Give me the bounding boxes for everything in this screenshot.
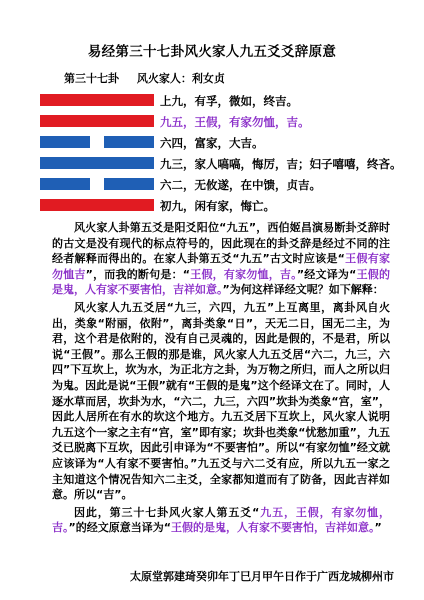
yang-line-bar <box>40 157 154 169</box>
commentary-paragraph <box>52 505 390 536</box>
gua-header <box>64 70 239 86</box>
commentary-paragraph <box>52 300 390 503</box>
yang-line-bar <box>40 94 154 106</box>
author-signature: 太原堂郭建琦癸卯年丁巳月甲午日作于广西龙城柳州市 <box>130 570 394 583</box>
highlight-text: 九五，王假，有家勿恤，吉。 <box>52 505 391 535</box>
line-text: 九三，家人嗃嗃，悔厉，吉；妇子嘻嘻，终吝。 <box>160 157 402 171</box>
hexagram-line-chujiu <box>40 195 420 217</box>
paragraph-text: 风火家人卦第五爻是阳爻阳位“九五”，西伯姬昌演易断卦爻辞时的古文是没有现代的标点符号的，因此现在的卦爻辞是经过不同的注经者解释而得出的。在家人卦第五爻“九五”古文时应该是“ <box>52 221 390 266</box>
paragraph-text: ” <box>374 521 382 535</box>
gua-name: 风火家人：利女贞 <box>136 72 225 85</box>
paragraph-text: 风火家人九五爻居“九三，六四，九五”上互离里，离卦风自火出，类象“附丽，依附”，离卦类象“日”，天无二日，国无二主，为君，这个君是依附的，没有自己灵魂的，因此是假的，不是君，所以说“王假”。那么王假的那是谁，风火家人九五爻居“六二，九三，六四”下互坎上，坎为水，为正北方之卦，为万物之所归，而人之所以归为鬼。因此是说“王假”就有“王假的是鬼”这个经译文在了。同时，人逐水草而居，坎卦为水，“六二，九三，六四”坎卦为类象“宫，室”，因此人居所在有水的坎这个地方。九五爻居下互坎上，风火家人说明九五这个一家之主有“宫，室”即有家；坎卦也类象“忧愁加重”，九五爻已脱离下互坎，因此引申译为“不要害怕”。所以“有家勿恤”经文就应该译为“人有家不要害怕。”九五爻与六二爻有应，所以九五一家之主知道这个情况告知六二主爻，全家都知道而有了防备，因此吉祥如意。所以“吉”。 <box>52 300 390 502</box>
line-text: 初九，闲有家，悔亡。 <box>160 199 275 213</box>
paragraph-text: 因此，第三十七卦风火家人第五爻“ <box>74 505 260 519</box>
highlight-text: 王假的是鬼，人有家不要害怕，吉祥如意。 <box>170 521 375 535</box>
paragraph-text: ”的经文原意当译为“ <box>68 521 171 535</box>
line-text: 六四，富家，大吉。 <box>160 136 264 150</box>
hexagram-line-shangjiu <box>40 90 420 112</box>
highlight-text: 王假，有家勿恤，吉。 <box>190 267 297 281</box>
line-text: 六二，无攸遂，在中馈，贞吉。 <box>160 178 321 192</box>
hexagram-line-jiusan <box>40 153 420 175</box>
yang-line-bar <box>40 115 154 127</box>
highlight-text: 王假有家勿恤吉 <box>52 252 390 281</box>
commentary-paragraph <box>52 220 390 298</box>
yin-line-bar-left <box>40 136 90 148</box>
line-text: 九五，王假，有家勿恤，吉。 <box>160 115 310 129</box>
page-title: 易经第三十七卦风火家人九五爻爻辞原意 <box>87 44 337 60</box>
hexagram-line-liusi <box>40 132 420 154</box>
hexagram-line-jiuwu <box>40 111 420 133</box>
hexagram-line-liuer <box>40 174 420 196</box>
line-text: 上九，有孚，微如，终吉。 <box>160 94 298 108</box>
gua-number: 第三十七卦 <box>64 72 119 85</box>
yin-line-bar-left <box>40 178 90 190</box>
paragraph-text: ”，而我的断句是：“ <box>85 267 191 281</box>
yin-line-bar-right <box>104 136 154 148</box>
highlight-text: 王假的是鬼，人有家不要害怕，吉祥如意。 <box>52 267 391 297</box>
yin-line-bar-right <box>104 178 154 190</box>
paragraph-text: ”经文译为“ <box>296 267 357 281</box>
yang-line-bar <box>40 199 154 211</box>
commentary-body <box>52 220 390 538</box>
paragraph-text: ”为何这样译经文呢？如下解释： <box>222 283 384 297</box>
